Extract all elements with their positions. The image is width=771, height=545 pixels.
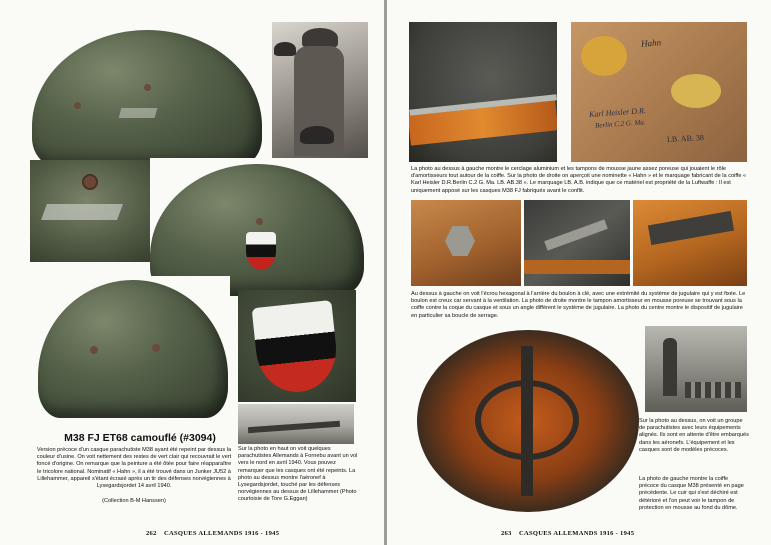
maker-stamp-photo (571, 22, 747, 162)
collection-credit: (Collection B-M Hanssen) (102, 498, 166, 504)
left-footer-title: CASQUES ALLEMANDS 1916 - 1945 (164, 530, 280, 537)
helmet-interior-photo (415, 326, 643, 516)
chinstrap-buckle-photo (524, 200, 630, 286)
decal-closeup-photo (238, 290, 356, 402)
soldiers-bw-photo (272, 22, 368, 162)
foam-pad-photo (633, 200, 747, 286)
right-middle-caption: Au dessus à gauche on voit l'écrou hexagonal à l'arrière du boulon à clé, avec une extrémité du système de jugulaire qui y est fixée. Le boulon est creux car servant à la ventilation. La photo de droite montre le tampon amortisseur en mousse poreuse se trouvant sous la coiffe contre la coque du casque et sous un angle différent le système de jugulaire. La photo du centre montre le dispositif de jugulaire en particulier sa boucle de serrage. (411, 291, 746, 319)
left-page (0, 0, 384, 545)
left-side-caption: Sur la photo en haut on voit quelques parachutistes Allemands à Fornebu avant un vol vers le nord en avril 1940. Vous pouvez remarquer que les casques ont été repeints. La photo au dessus montre l'aéronef à Lysegardsjordet, touché par les défenses norvégiennes au dessus de Lillehammer (Photo courtoisie de Tore G.Eggan) (238, 446, 358, 503)
left-page-number: 262 (146, 530, 157, 537)
name-stamp: Hahn (640, 37, 662, 49)
right-side-caption-1: Sur la photo au dessus, on voit un groupe de parachutistes avec leurs équipements alignés. Ils sont en attente d'être embarqués dans les aéronefs. L'équipement et les casques sont de modèles précoces. (639, 418, 749, 453)
helmet-photo-top (20, 22, 270, 172)
right-side-caption-2: La photo de gauche montre la coiffe précoce du casque M38 présenté en page précédente. Le cuir qui s'est déchiré est détérioré et l'on peut voir le tampon de protection en mousse au fond du dôme. (639, 476, 744, 511)
liner-ring-photo (409, 22, 557, 162)
maker-line-1: Karl Heisler D.R. (588, 106, 647, 119)
right-page (387, 0, 771, 545)
right-footer-title: CASQUES ALLEMANDS 1916 - 1945 (519, 530, 635, 537)
maker-line-3: LB. AB. 38 (666, 133, 705, 144)
aircraft-photo (238, 404, 354, 444)
bolt-nut-photo (411, 200, 521, 286)
maker-line-2: Berlin C.2 G. Ma. (594, 118, 646, 130)
helmet-photo-lower (34, 276, 230, 424)
right-page-number: 263 (501, 530, 512, 537)
article-main-text: Version précoce d'un casque parachutiste M38 ayant été repeint par dessus la couleur d'usine. On voit nettement des restes de vert clair qui recouvrait le vert foncé d'origine. On remarque que la peinture a été ôtée pour faire réapparaître le tricolore national. Nominatif « Hahn », il a été trouvé dans un Junker JU52 à Lillehammer, appareil s'étant écrasé après un tir des défenses norvégiennes à Lysegardsjordet 14 avril 1940. (36, 447, 232, 490)
article-title: M38 FJ ET68 camouflé (#3094) (64, 432, 216, 444)
right-top-caption: La photo au dessus à gauche montre le cerclage aluminium et les tampons de mousse jaune assez poreuse qui jouaient le rôle d'amortisseurs tout autour de la coiffe. Sur la photo de droite on aperçoit une nominette « Hahn » et le marquage fabricant de la coiffe « Karl Heisler D.R.Berlin C.2 G. Ma. LB. AB.38 ». Le marquage LB. A.B. indique que ce matériel est propriété de la Luftwaffe : Il est uniquement apposé sur les casques M38 FJ fabriqués avant le conflit. (411, 166, 747, 194)
paratroopers-field-photo (645, 326, 747, 412)
